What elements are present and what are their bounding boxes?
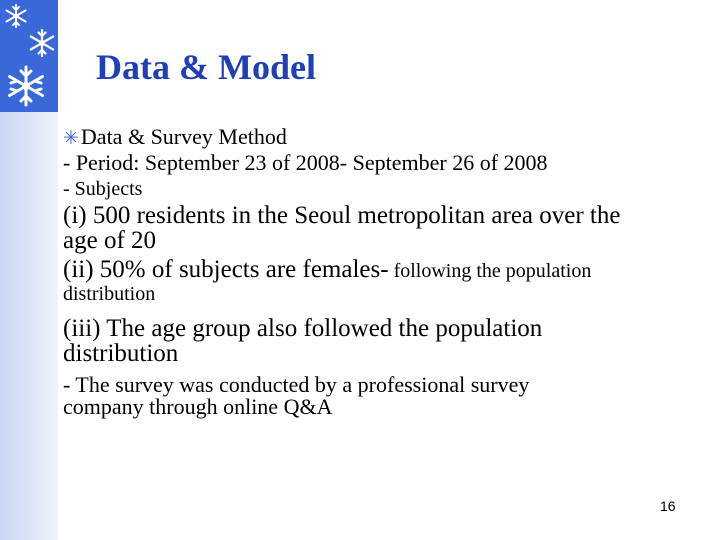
page-number: 16: [660, 498, 676, 514]
asterisk-bullet-icon: ✳: [63, 128, 79, 149]
item-2-line-1: [63, 257, 693, 282]
item-1-line-2: age of 20: [63, 227, 157, 254]
period-line: - Period: September 23 of 2008- September 26 of 2008: [63, 150, 548, 175]
item-3-line-1: (iii) The age group also followed the population: [63, 315, 543, 342]
snowflake-icon: [3, 3, 29, 29]
section-heading-line: [63, 126, 693, 148]
item-3-line-2: distribution: [63, 340, 179, 367]
snowflake-icon: [4, 64, 48, 108]
item-2-line-2: distribution: [63, 283, 156, 305]
snowflake-icon: [27, 28, 57, 58]
item-1-line-1: (i) 500 residents in the Seoul metropolitan area over the: [63, 202, 621, 229]
item-2-tail: following the population: [388, 260, 592, 282]
section-heading: Data & Survey Method: [80, 124, 287, 149]
survey-line-2: company through online Q&A: [63, 394, 333, 419]
item-2-main: (ii) 50% of subjects are females-: [63, 256, 389, 283]
subjects-line: - Subjects: [63, 178, 143, 200]
slide-title: Data & Model: [96, 47, 316, 87]
slide-body: [63, 126, 693, 418]
survey-line-1: - The survey was conducted by a professional survey: [63, 372, 530, 397]
